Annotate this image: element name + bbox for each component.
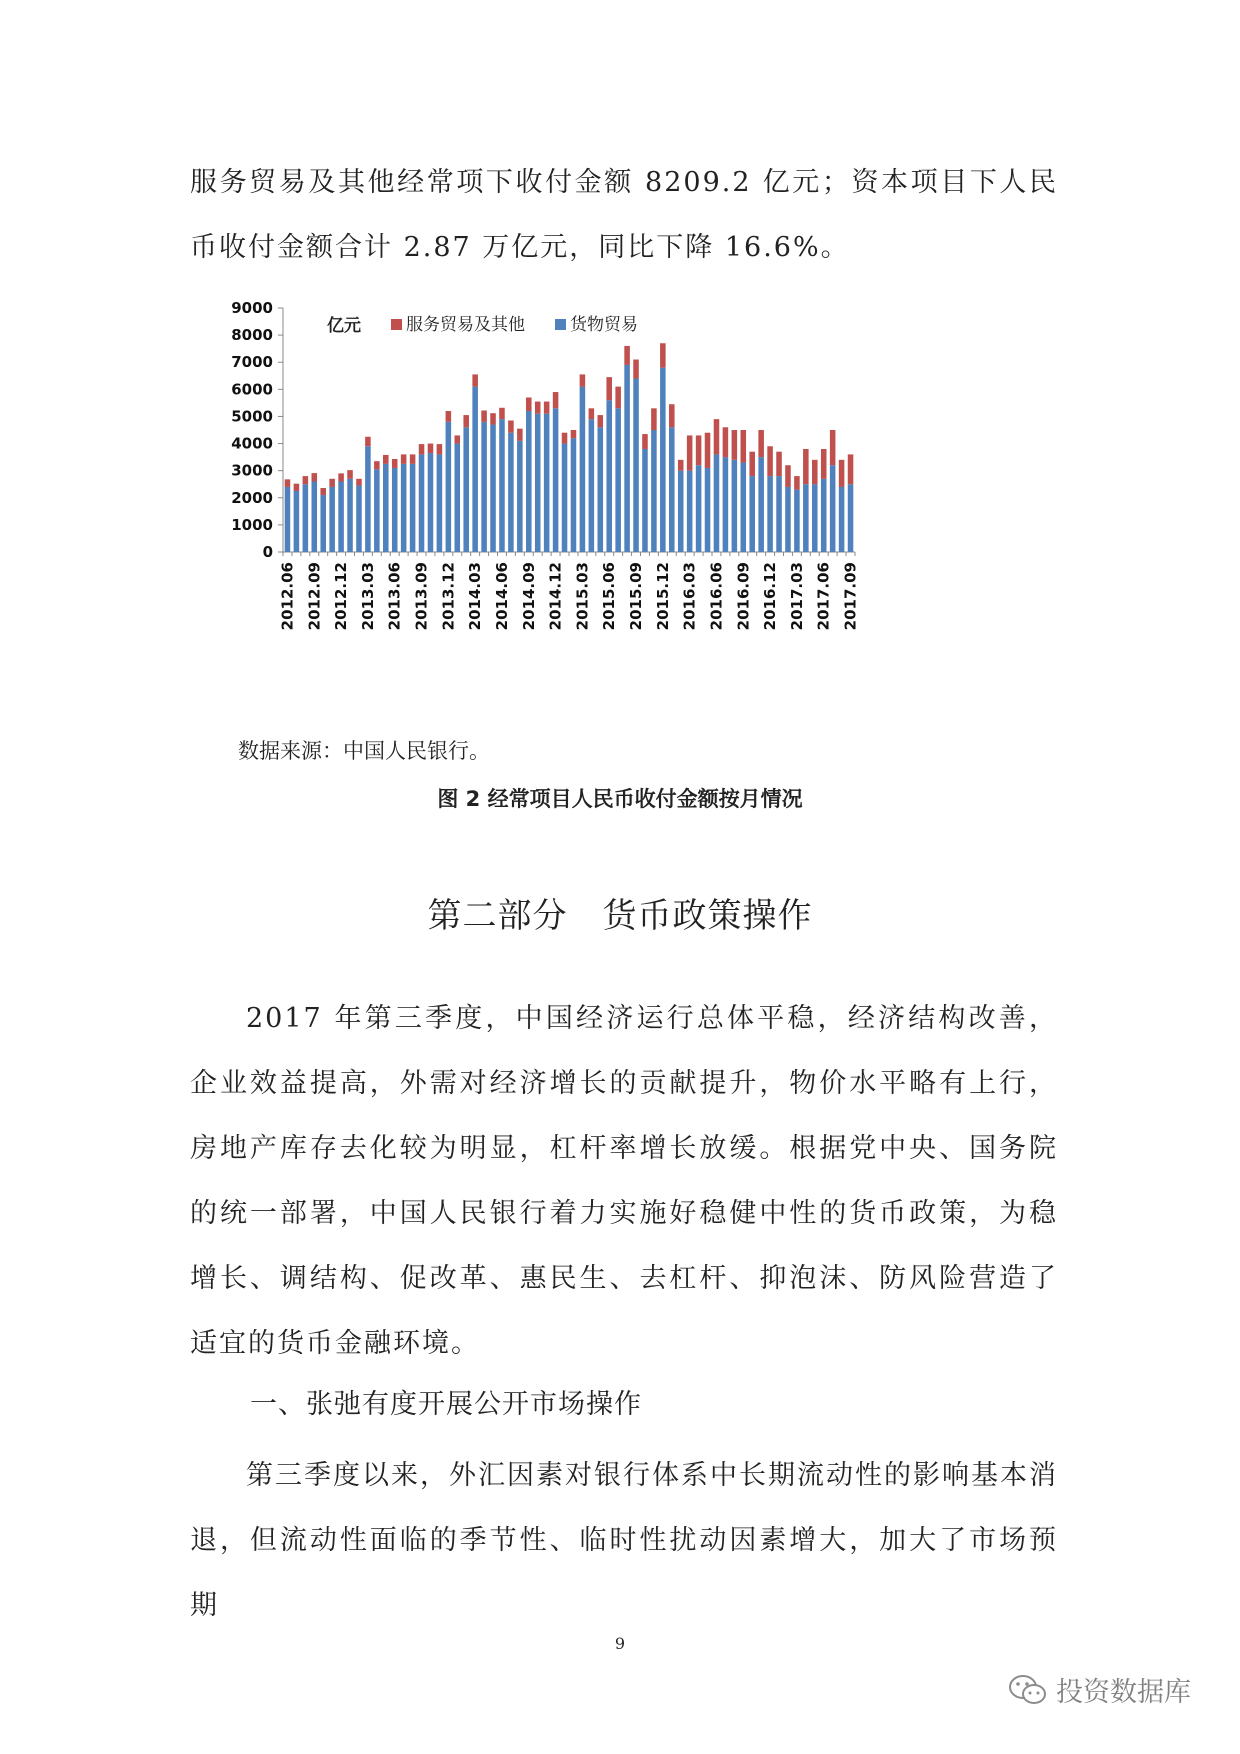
bar-service <box>598 415 604 427</box>
bar-goods <box>615 408 621 552</box>
bar-service <box>749 452 755 476</box>
figure-caption: 图 2 经常项目人民币收付金额按月情况 <box>437 787 803 811</box>
x-tick-label: 2014.09 <box>519 562 538 631</box>
bar-service <box>615 387 621 409</box>
bar-service <box>303 476 309 484</box>
bar-goods <box>490 425 496 552</box>
bar-goods <box>553 408 559 552</box>
bar-service <box>767 446 773 476</box>
bar-service <box>347 470 353 479</box>
watermark-text: 投资数据库 <box>1056 1677 1191 1708</box>
bar-service <box>481 410 487 421</box>
bar-service <box>642 434 648 449</box>
bar-goods <box>374 469 380 552</box>
bar-service <box>803 449 809 484</box>
y-tick-label: 4000 <box>231 434 273 453</box>
x-tick-label: 2013.12 <box>439 562 458 631</box>
x-tick-label: 2015.09 <box>627 562 646 631</box>
y-tick-label: 9000 <box>231 300 273 317</box>
bar-goods <box>347 479 353 552</box>
unit-label: 亿元 <box>327 316 361 336</box>
bar-service <box>580 374 586 386</box>
bar-goods <box>606 400 612 552</box>
bar-goods <box>624 365 630 552</box>
bar-goods <box>830 465 836 552</box>
bar-goods <box>848 484 854 552</box>
bar-goods <box>428 453 434 552</box>
bar-chart <box>225 300 885 740</box>
section-title: 第二部分 货币政策操作 <box>427 896 813 936</box>
bar-service <box>794 476 800 490</box>
bar-goods <box>303 484 309 552</box>
body-paragraph-2: 第三季度以来，外汇因素对银行体系中长期流动性的影响基本消退，但流动性面临的季节性、临时性扰动因素增大，加大了市场预期 <box>190 1460 1058 1621</box>
bar-goods <box>803 484 809 552</box>
bar-goods <box>598 427 604 552</box>
y-tick-label: 7000 <box>231 353 273 372</box>
bar-service <box>437 444 443 454</box>
bar-goods <box>758 457 764 552</box>
bar-service <box>785 465 791 487</box>
x-tick-label: 2015.12 <box>653 562 672 631</box>
bar-service <box>338 473 344 481</box>
bar-goods <box>687 471 693 552</box>
bar-service <box>660 343 666 367</box>
legend-swatch-goods <box>555 319 566 330</box>
bar-service <box>624 346 630 365</box>
bar-service <box>651 408 657 430</box>
y-tick-label: 3000 <box>231 461 273 480</box>
bar-goods <box>285 487 291 552</box>
wechat-icon <box>1008 1673 1048 1707</box>
bar-goods <box>499 419 505 552</box>
bar-goods <box>419 454 425 552</box>
bar-goods <box>383 464 389 552</box>
bar-goods <box>749 476 755 552</box>
bar-service <box>633 360 639 379</box>
bar-goods <box>678 471 684 552</box>
bar-goods <box>589 419 595 552</box>
bar-service <box>669 404 675 427</box>
y-tick-label: 2000 <box>231 488 273 507</box>
bar-service <box>553 392 559 408</box>
bar-service <box>329 479 335 487</box>
bar-goods <box>794 490 800 552</box>
bar-service <box>678 460 684 471</box>
bar-goods <box>312 482 318 552</box>
bar-goods <box>696 465 702 552</box>
x-axis-ticks <box>278 552 859 630</box>
bar-service <box>723 427 729 457</box>
bar-goods <box>481 422 487 552</box>
bar-goods <box>705 468 711 552</box>
bar-goods <box>294 491 300 552</box>
bar-service <box>696 435 702 465</box>
bar-service <box>848 454 854 484</box>
x-tick-label: 2013.06 <box>385 562 404 631</box>
y-tick-label: 6000 <box>231 380 273 399</box>
y-tick-label: 1000 <box>231 515 273 534</box>
x-tick-label: 2017.09 <box>841 562 860 631</box>
bar-goods <box>338 482 344 552</box>
bar-goods <box>526 411 532 552</box>
y-axis-ticks <box>231 300 283 561</box>
bar-goods <box>812 484 818 552</box>
legend-label-goods: 货物贸易 <box>570 315 638 335</box>
bar-goods <box>446 422 452 552</box>
page-number: 9 <box>614 1634 626 1653</box>
bar-goods <box>437 454 443 552</box>
subheading: 一、张弛有度开展公开市场操作 <box>250 1389 642 1420</box>
bar-service <box>320 488 326 495</box>
bar-service <box>285 479 291 487</box>
bar-goods <box>642 449 648 552</box>
x-tick-label: 2016.06 <box>707 562 726 631</box>
bar-goods <box>472 387 478 552</box>
bar-service <box>517 429 523 441</box>
bar-service <box>535 402 541 414</box>
bar-service <box>356 479 362 486</box>
x-tick-label: 2015.06 <box>600 562 619 631</box>
bar-service <box>374 461 380 469</box>
bar-service <box>463 415 469 427</box>
bar-service <box>446 411 452 422</box>
bar-goods <box>329 487 335 552</box>
bar-goods <box>714 454 720 552</box>
bar-goods <box>633 378 639 552</box>
bar-service <box>312 473 318 481</box>
bar-goods <box>365 446 371 552</box>
bar-service <box>571 430 577 438</box>
bar-service <box>758 430 764 457</box>
x-tick-label: 2012.12 <box>332 562 351 631</box>
bar-goods <box>517 441 523 552</box>
intro-paragraph: 服务贸易及其他经常项下收付金额 8209.2 亿元；资本项目下人民币收付金额合计 2.87 万亿元，同比下降 16.6%。 <box>190 167 1058 263</box>
bar-service <box>392 459 398 468</box>
bar-service <box>776 452 782 476</box>
bar-service <box>508 421 514 433</box>
bar-goods <box>392 468 398 552</box>
bar-service <box>526 397 532 411</box>
bar-goods <box>535 414 541 552</box>
y-tick-label: 0 <box>262 543 273 561</box>
bar-service <box>812 460 818 484</box>
bar-service <box>428 444 434 453</box>
bar-service <box>472 374 478 386</box>
y-tick-label: 8000 <box>231 326 273 345</box>
x-tick-label: 2015.03 <box>573 562 592 631</box>
bar-goods <box>508 433 514 552</box>
bar-goods <box>767 476 773 552</box>
chart-legend <box>327 314 638 336</box>
bar-service <box>410 454 416 463</box>
legend-swatch-service <box>391 319 402 330</box>
x-tick-label: 2016.09 <box>734 562 753 631</box>
bar-service <box>732 430 738 460</box>
bar-service <box>544 402 550 414</box>
bar-service <box>821 449 827 479</box>
x-tick-label: 2012.06 <box>278 562 297 631</box>
bar-service <box>839 460 845 487</box>
legend-label-service: 服务贸易及其他 <box>406 315 525 335</box>
bar-service <box>606 377 612 400</box>
bar-goods <box>544 414 550 552</box>
x-tick-label: 2014.12 <box>546 562 565 631</box>
x-tick-label: 2012.09 <box>305 562 324 631</box>
x-tick-label: 2014.06 <box>492 562 511 631</box>
bar-service <box>741 430 747 463</box>
bar-service <box>714 419 720 454</box>
x-tick-label: 2014.03 <box>466 562 485 631</box>
bar-service <box>589 408 595 419</box>
bar-goods <box>723 457 729 552</box>
body-paragraph-1: 2017 年第三季度，中国经济运行总体平稳，经济结构改善，企业效益提高，外需对经济增长的贡献提升，物价水平略有上行，房地产库存去化较为明显，杠杆率增长放缓。根据党中央、国务院的统一部署，中国人民银行着力实施好稳健中性的货币政策，为稳增长、调结构、促改革、惠民生、去杠杆、抑泡沫、防风险营造了适宜的货币金融环境。 <box>190 1003 1058 1359</box>
bar-goods <box>463 427 469 552</box>
bar-service <box>455 435 461 443</box>
bar-service <box>401 454 407 463</box>
watermark <box>1008 1670 1191 1709</box>
bar-goods <box>571 438 577 552</box>
x-tick-label: 2013.03 <box>358 562 377 631</box>
bar-service <box>562 433 568 444</box>
bar-service <box>294 484 300 491</box>
chart-bars <box>285 343 854 552</box>
bar-goods <box>776 476 782 552</box>
bar-goods <box>660 368 666 552</box>
bar-goods <box>669 427 675 552</box>
bar-service <box>705 433 711 468</box>
x-tick-label: 2013.09 <box>412 562 431 631</box>
bar-goods <box>785 487 791 552</box>
bar-service <box>687 435 693 470</box>
bar-goods <box>320 495 326 552</box>
x-tick-label: 2017.03 <box>787 562 806 631</box>
bar-goods <box>651 430 657 552</box>
bar-goods <box>821 479 827 552</box>
bar-goods <box>455 444 461 552</box>
bar-goods <box>401 464 407 552</box>
bar-goods <box>732 460 738 552</box>
x-tick-label: 2016.12 <box>761 562 780 631</box>
bar-service <box>830 430 836 465</box>
bar-goods <box>580 387 586 552</box>
bar-goods <box>356 486 362 552</box>
bar-service <box>383 455 389 464</box>
y-tick-label: 5000 <box>231 407 273 426</box>
bar-goods <box>562 444 568 552</box>
bar-service <box>499 408 505 419</box>
bar-goods <box>410 464 416 552</box>
x-tick-label: 2017.06 <box>814 562 833 631</box>
bar-goods <box>741 463 747 552</box>
x-tick-label: 2016.03 <box>680 562 699 631</box>
bar-service <box>490 413 496 424</box>
bar-service <box>419 444 425 454</box>
source-note: 数据来源：中国人民银行。 <box>238 739 490 763</box>
bar-goods <box>839 487 845 552</box>
bar-service <box>365 437 371 446</box>
